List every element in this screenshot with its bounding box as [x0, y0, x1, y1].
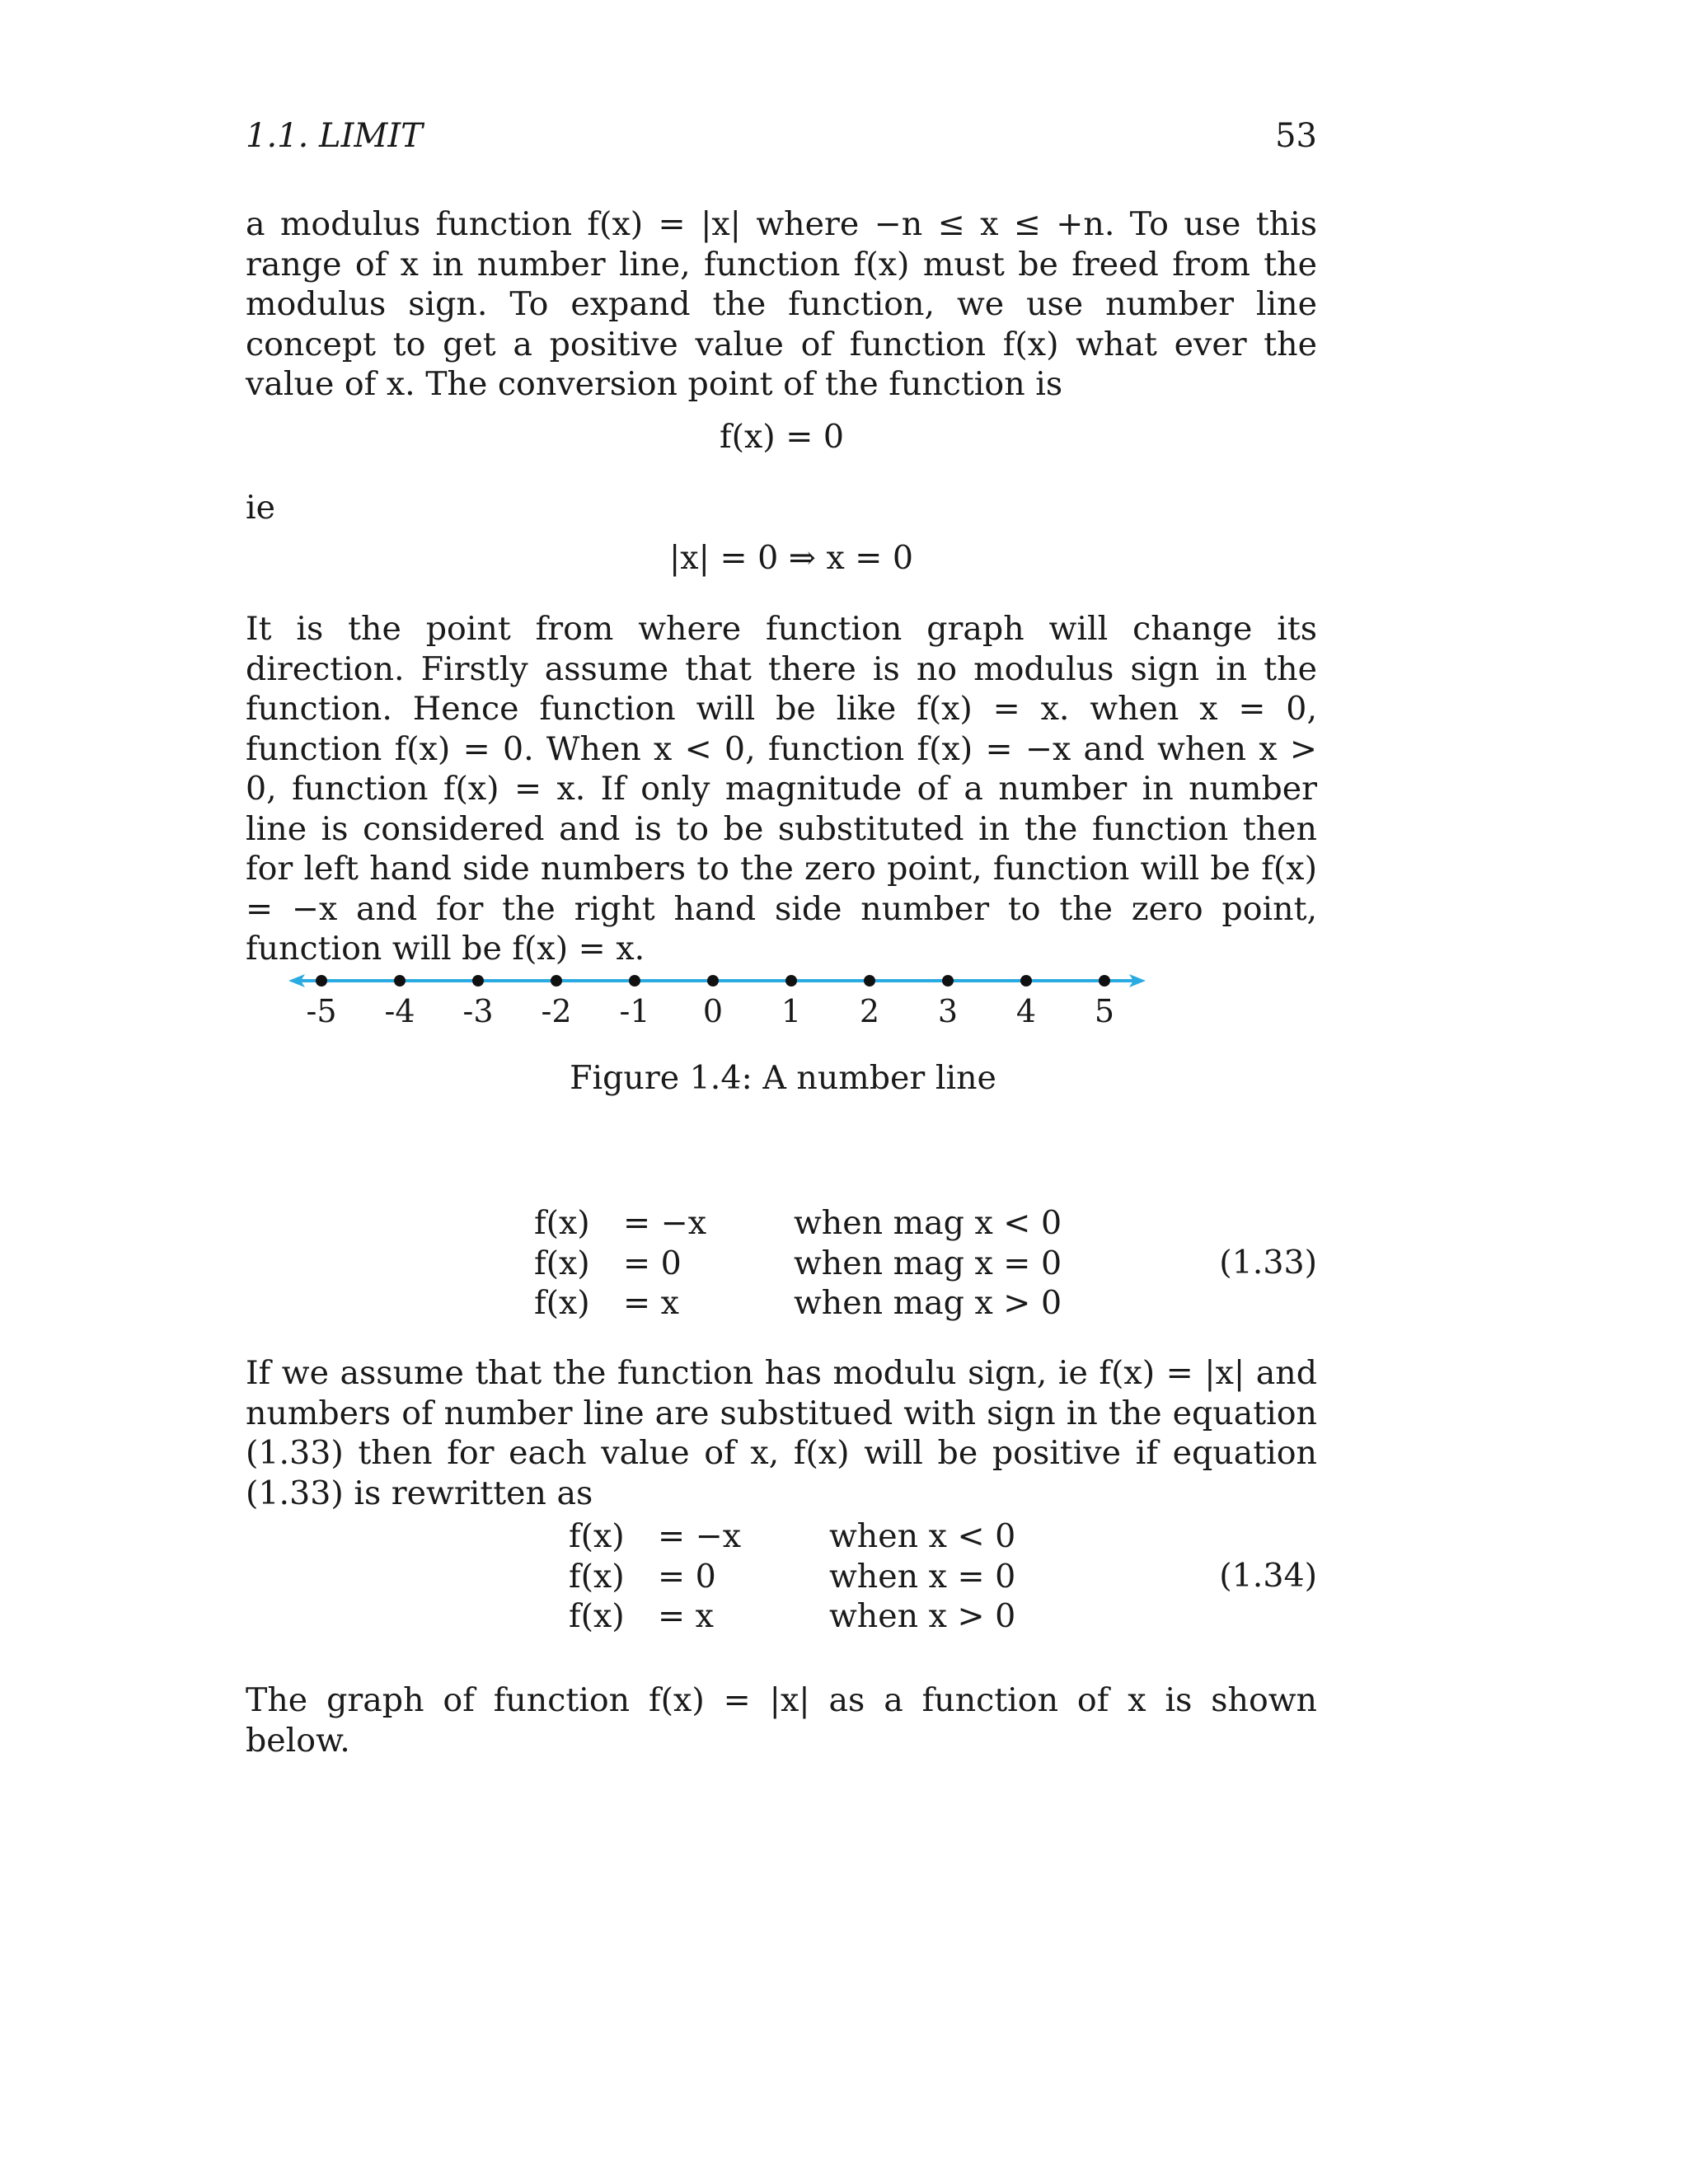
paragraph-direction-change: It is the point from where function graph will change its direction. Firstly assume that there is no modulus sign in the function. Hence function will be like f(x) = x. when x = 0, function f(x) = 0. When x < 0, function f(x) = −x and when x > 0, function f(x) = x. If only magnitude of a number in number line is considered and is to be substituted in the function then for left hand side numbers to the zero point, function will be f(x) = −x and for the right hand side number to the zero point, function will be f(x) = x.: [246, 610, 1317, 968]
number-line-point: [472, 975, 484, 987]
equation-number-1-34: (1.34): [1219, 1557, 1317, 1595]
number-line-point: [1020, 975, 1032, 987]
number-line-tick-label: 1: [781, 993, 802, 1029]
number-line-point: [551, 975, 562, 987]
paragraph-graph-intro: The graph of function f(x) = |x| as a function of x is shown below.: [246, 1681, 1317, 1760]
number-line-tick-label: 0: [702, 993, 724, 1029]
number-line-point: [316, 975, 327, 987]
eq-1-33-row-1-cond: when mag x < 0: [794, 1204, 1062, 1242]
figure-caption: Figure 1.4: A number line: [570, 1059, 996, 1097]
number-line-point: [394, 975, 406, 987]
eq-1-33-row-2-cond: when mag x = 0: [794, 1244, 1062, 1282]
equation-1-33-rhs: [623, 1203, 706, 1324]
eq-1-34-row-2-rhs: = 0: [658, 1557, 716, 1596]
number-line-tick-label: 3: [937, 993, 959, 1029]
paragraph-ie: ie: [246, 489, 276, 527]
equation-fx-zero: f(x) = 0: [720, 418, 845, 456]
eq-1-34-row-3-lhs: f(x): [569, 1597, 625, 1635]
equation-number-1-33: (1.33): [1219, 1244, 1317, 1282]
number-line-tick-label: 4: [1015, 993, 1037, 1029]
number-line-point: [942, 975, 954, 987]
page-number: 53: [1275, 117, 1317, 155]
eq-1-33-row-1-lhs: f(x): [534, 1204, 590, 1242]
eq-1-33-row-2-rhs: = 0: [623, 1244, 682, 1282]
eq-1-34-row-2-lhs: f(x): [569, 1557, 625, 1596]
number-line-point: [1099, 975, 1110, 987]
equation-abs-zero: |x| = 0 ⇒ x = 0: [669, 539, 914, 577]
number-line-point: [864, 975, 875, 987]
equation-1-33-conditions: [794, 1203, 1062, 1324]
eq-1-34-row-1-cond: when x < 0: [829, 1517, 1016, 1555]
eq-1-34-row-3-cond: when x > 0: [829, 1597, 1016, 1635]
number-line-tick-label: 2: [859, 993, 880, 1029]
number-line-tick-label: -5: [306, 993, 337, 1029]
running-header: 1.1. LIMIT: [246, 117, 423, 155]
number-line-tick-label: -2: [541, 993, 572, 1029]
eq-1-34-row-1-rhs: = −x: [658, 1517, 742, 1555]
number-line-point: [629, 975, 640, 987]
eq-1-34-row-2-cond: when x = 0: [829, 1557, 1016, 1596]
eq-1-33-row-1-rhs: = −x: [623, 1204, 707, 1242]
equation-1-34-rhs: [658, 1516, 741, 1637]
eq-1-33-row-3-cond: when mag x > 0: [794, 1284, 1062, 1322]
equation-1-34-lhs: [569, 1516, 625, 1637]
eq-1-33-row-3-lhs: f(x): [534, 1284, 590, 1322]
number-line-point: [707, 975, 719, 987]
eq-1-34-row-1-lhs: f(x): [569, 1517, 625, 1555]
paragraph-modulus-intro: a modulus function f(x) = |x| where −n ≤ x ≤ +n. To use this range of x in number line, function f(x) must be freed from the modulus sign. To expand the function, we use number line concept to get a positive value of function f(x) what ever the value of x. The conversion point of the function is: [246, 205, 1317, 403]
eq-1-33-row-3-rhs: = x: [623, 1284, 679, 1322]
number-line-point: [785, 975, 797, 987]
number-line-figure: [272, 956, 1162, 1030]
paragraph-modulus-sign: If we assume that the function has modulu sign, ie f(x) = |x| and numbers of number line are substitued with sign in the equation (1.33) then for each value of x, f(x) will be positive if equation (1.33) is rewritten as: [246, 1354, 1317, 1512]
eq-1-34-row-3-rhs: = x: [658, 1597, 714, 1635]
number-line-tick-label: 5: [1094, 993, 1115, 1029]
eq-1-33-row-2-lhs: f(x): [534, 1244, 590, 1282]
equation-1-33-lhs: [534, 1203, 590, 1324]
number-line-tick-label: -3: [462, 993, 494, 1029]
number-line-tick-label: -4: [384, 993, 415, 1029]
number-line-tick-label: -1: [619, 993, 650, 1029]
equation-1-34-conditions: [829, 1516, 1015, 1637]
